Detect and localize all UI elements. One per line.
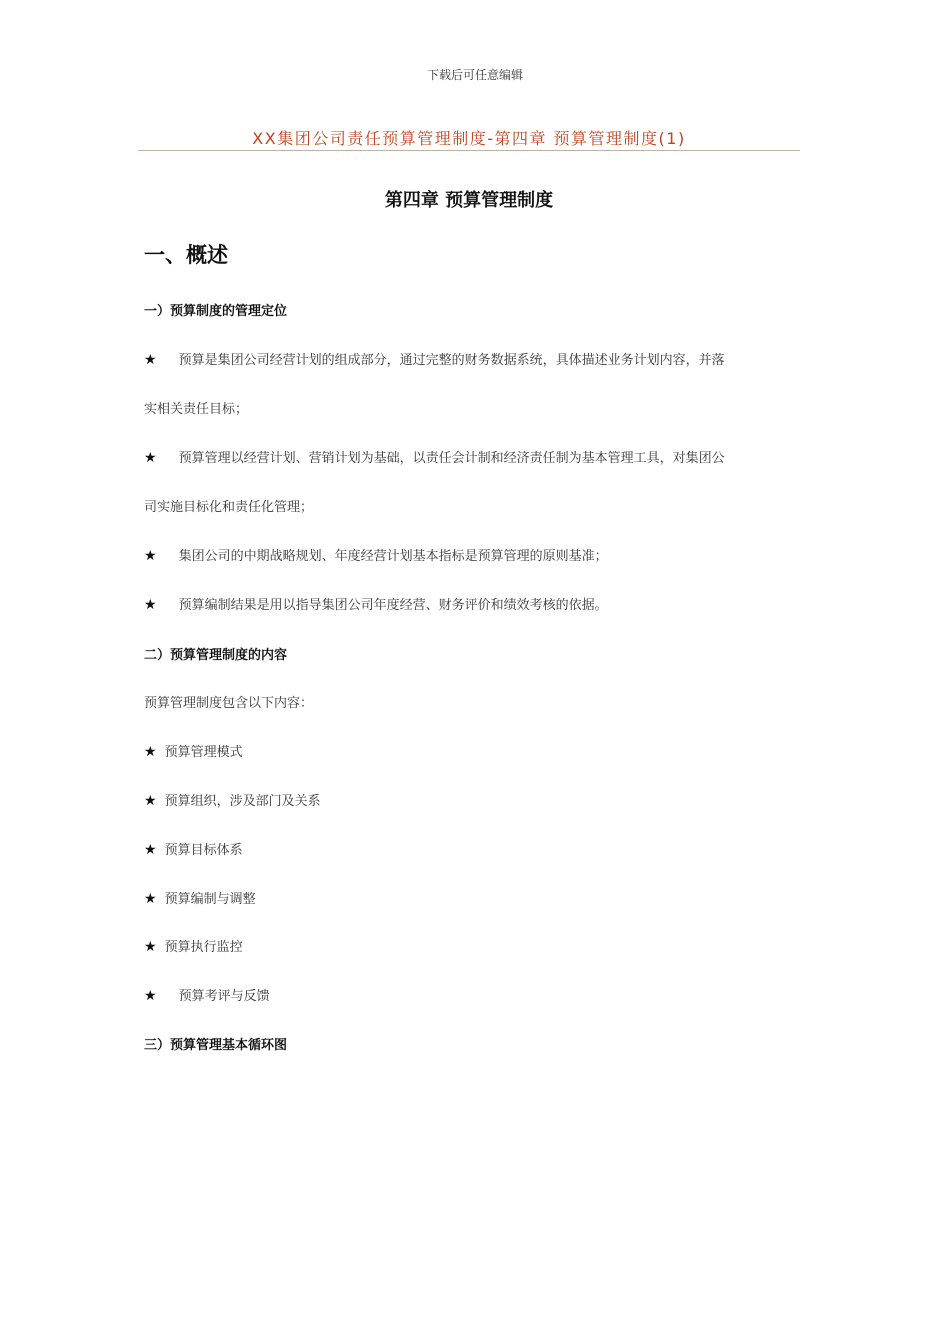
bullet-paragraph [144,545,608,564]
star-icon: ★ [144,352,157,368]
star-icon: ★ [144,450,157,466]
subsection-heading-1: 一）预算制度的管理定位 [144,304,288,319]
star-icon: ★ [144,891,157,907]
bullet-text: 集团公司的中期战略规划、年度经营计划基本指标是预算管理的原则基准； [178,549,608,564]
star-icon: ★ [144,939,157,955]
star-icon: ★ [144,548,157,564]
star-icon: ★ [144,988,157,1004]
bullet-continuation: 实相关责任目标； [144,402,249,417]
list-item [144,888,256,907]
bullet-text: 预算是集团公司经营计划的组成部分，通过完整的财务数据系统，具体描述业务计划内容，并落 [178,353,725,368]
list-item-text: 预算目标体系 [164,843,243,858]
list-item-text: 预算编制与调整 [164,892,256,907]
list-item [144,985,270,1004]
list-item-text: 预算考评与反馈 [178,989,270,1004]
section-heading: 一、概述 [144,243,228,267]
list-item-text: 预算管理模式 [164,745,243,760]
bullet-paragraph [144,594,608,613]
subsection-heading-3: 三）预算管理基本循环图 [144,1038,288,1053]
bullet-paragraph [144,447,725,466]
document-title: XX集团公司责任预算管理制度-第四章 预算管理制度(1) [252,129,686,148]
header-note: 下载后可任意编辑 [426,68,523,82]
list-item [144,839,243,858]
chapter-title: 第四章 预算管理制度 [384,190,554,211]
bullet-text: 预算编制结果是用以指导集团公司年度经营、财务评价和绩效考核的依据。 [178,598,608,613]
intro-text: 预算管理制度包含以下内容： [144,696,314,711]
subsection-heading-2: 二）预算管理制度的内容 [144,648,288,663]
title-divider [138,150,800,151]
list-item [144,790,321,809]
star-icon: ★ [144,842,157,858]
bullet-paragraph [144,349,725,368]
list-item [144,936,243,955]
bullet-continuation: 司实施目标化和责任化管理； [144,500,314,515]
list-item [144,741,243,760]
list-item-text: 预算组织，涉及部门及关系 [164,794,321,809]
star-icon: ★ [144,597,157,613]
list-item-text: 预算执行监控 [164,940,243,955]
star-icon: ★ [144,793,157,809]
star-icon: ★ [144,744,157,760]
bullet-text: 预算管理以经营计划、营销计划为基础，以责任会计制和经济责任制为基本管理工具，对集团公 [178,451,725,466]
